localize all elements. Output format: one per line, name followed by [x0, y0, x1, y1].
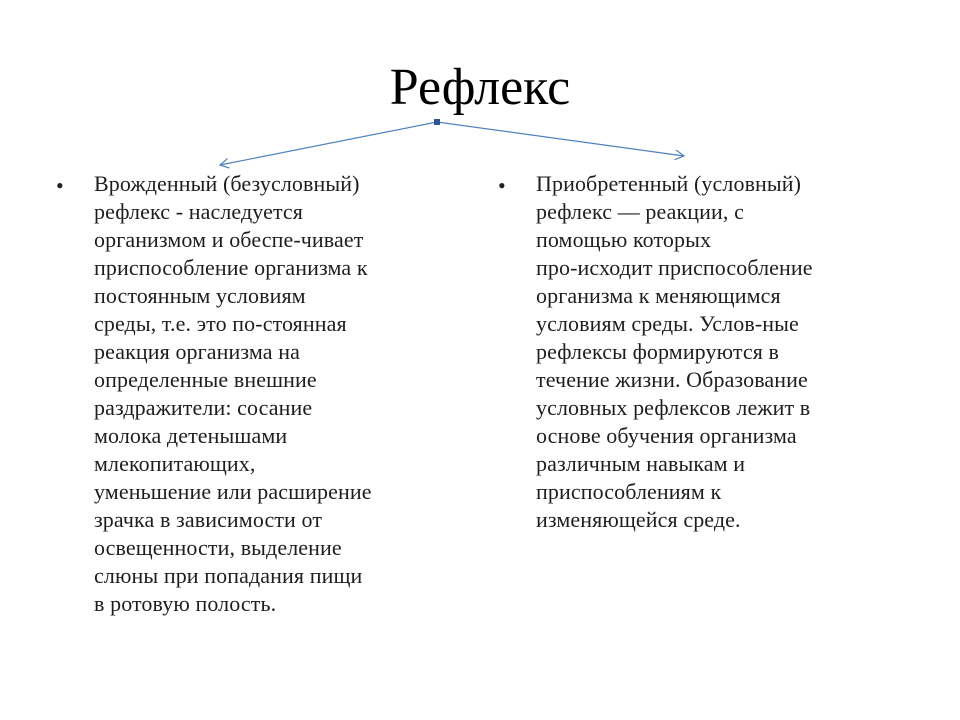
left-column	[56, 170, 466, 618]
right-arrow	[437, 122, 684, 156]
acquired-reflex-text: Приобретенный (условный) рефлекс — реакции, с помощью которых про-исходит приспособление организма к меняющимся условиям среды. Услов-ные рефлексы формируются в течение жизни. Образование условных рефлексов лежит в основе обучения организма различным навыкам и приспособлениям к изменяющейся среде.	[536, 171, 813, 532]
bullet-marker: •	[498, 173, 506, 198]
bullet-marker: •	[56, 173, 64, 198]
innate-reflex-text: Врожденный (безусловный) рефлекс - наследуется организмом и обеспе-чивает приспособление организма к постоянным условиям среды, т.е. это по-стоянная реакция организма на определенные внешние раздражители: сосание молока детенышами млекопитающих, уменьшение или расширение зрачка в зависимости от освещенности, выделение слюны при попадания пищи в ротовую полость.	[94, 171, 372, 616]
right-column	[498, 170, 908, 534]
slide-title: Рефлекс	[389, 59, 571, 116]
left-arrow	[220, 122, 437, 165]
